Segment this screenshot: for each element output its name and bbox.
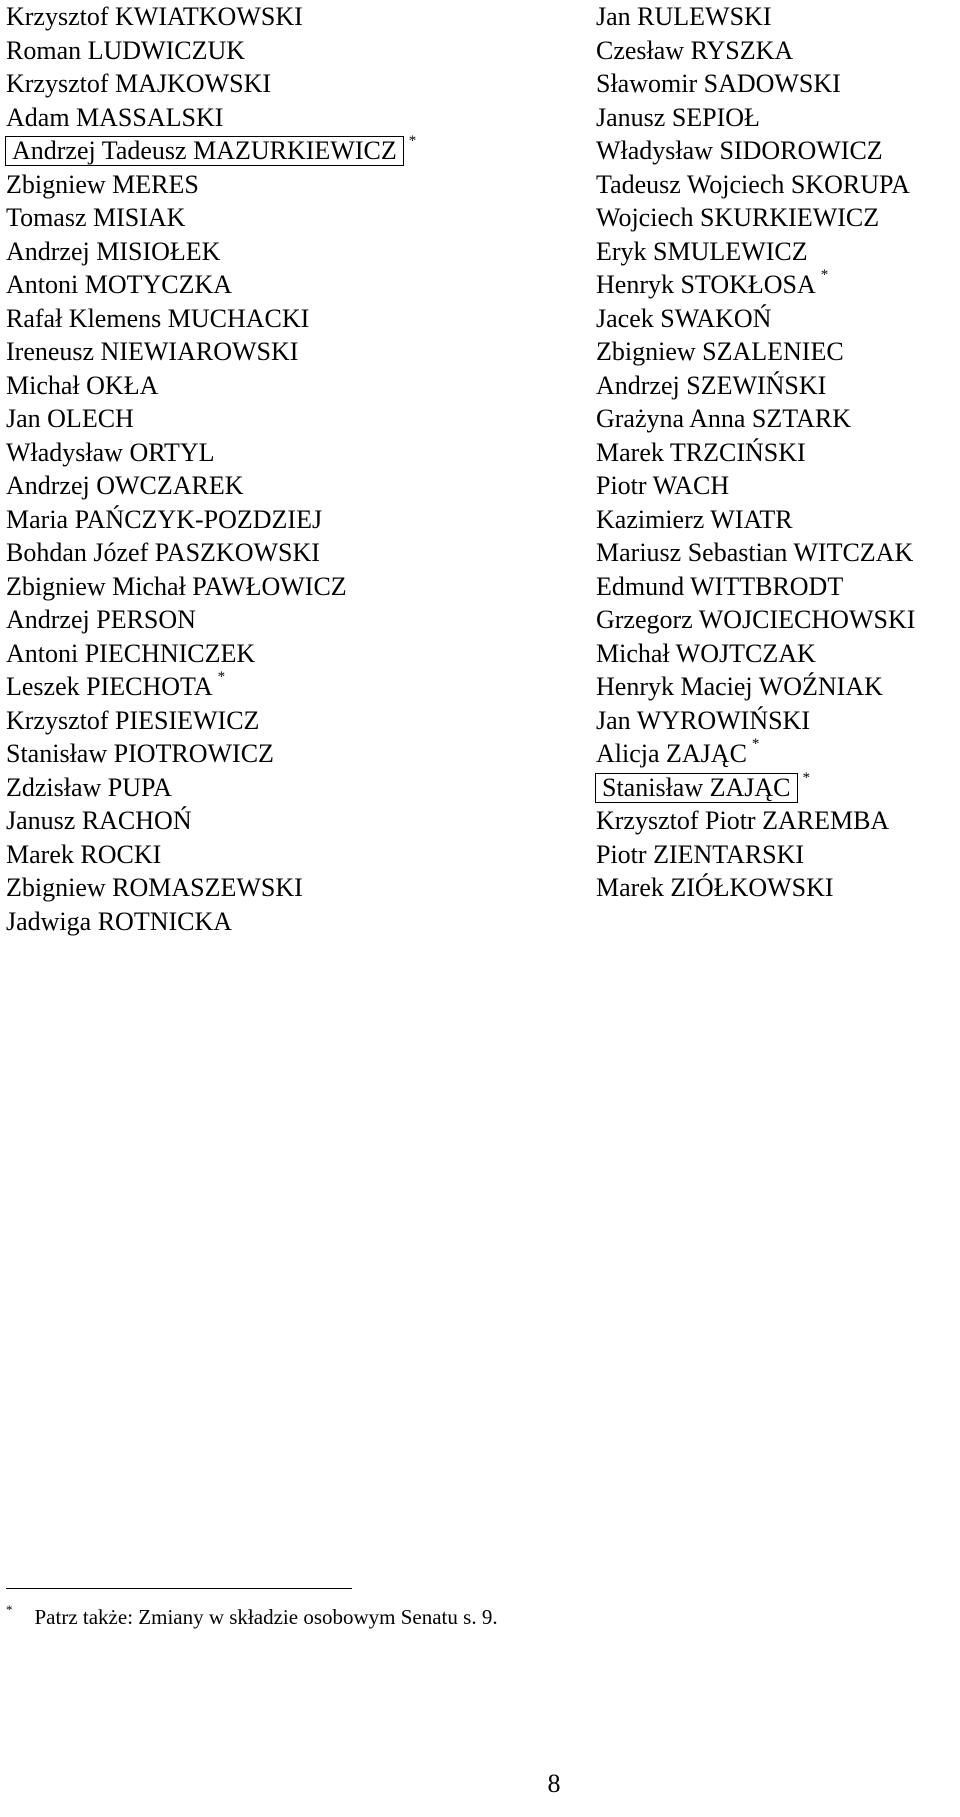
footnote-reference-marker: *	[751, 736, 760, 752]
senator-name: Adam MASSALSKI	[6, 102, 224, 132]
senator-name: Roman LUDWICZUK	[6, 35, 246, 65]
footnote-reference-marker: *	[408, 133, 417, 149]
senator-list-item	[596, 536, 915, 570]
senator-name: Antoni MOTYCZKA	[6, 270, 233, 299]
senator-list-item	[6, 335, 416, 369]
senator-name: Sławomir SADOWSKI	[596, 69, 841, 98]
senator-list-item	[6, 235, 416, 269]
senator-name: Zbigniew SZALENIEC	[596, 337, 844, 366]
footnote-reference-marker: *	[820, 267, 829, 283]
senator-list-item	[6, 201, 416, 235]
senator-list-item	[596, 34, 915, 68]
senator-list-item	[6, 804, 416, 838]
senator-name: Jan WYROWIŃSKI	[596, 705, 810, 735]
senator-list-item	[596, 67, 915, 101]
senator-name: Grzegorz WOJCIECHOWSKI	[596, 605, 916, 634]
senator-name: Zbigniew ROMASZEWSKI	[6, 873, 303, 902]
senator-list-item	[6, 134, 416, 168]
senator-name: Alicja ZAJĄC	[596, 739, 747, 768]
senator-name: Bohdan Józef PASZKOWSKI	[6, 538, 320, 567]
senator-list-item	[6, 436, 416, 470]
senator-list-item	[6, 838, 416, 872]
senator-list-item	[6, 704, 416, 738]
senator-list-item	[6, 67, 416, 101]
senator-name: Stanisław ZAJĄC	[595, 773, 798, 803]
senator-list-item	[596, 0, 915, 34]
senator-name: Ireneusz NIEWIAROWSKI	[6, 337, 299, 366]
senator-list-item	[6, 101, 416, 135]
senator-list-item	[596, 235, 915, 269]
senator-name: Krzysztof PIESIEWICZ	[6, 705, 260, 735]
senator-name: Marek TRZCIŃSKI	[596, 437, 806, 467]
senator-name: Tomasz MISIAK	[6, 203, 186, 232]
senator-name: Zdzisław PUPA	[6, 772, 172, 802]
senator-name: Michał WOJTCZAK	[596, 638, 816, 668]
senator-name: Leszek PIECHOTA	[6, 672, 213, 701]
senator-name: Zbigniew Michał PAWŁOWICZ	[6, 571, 347, 601]
senator-name: Jan OLECH	[6, 404, 134, 433]
senator-list-item	[596, 469, 915, 503]
senator-list-item	[596, 804, 915, 838]
senator-list-item	[596, 704, 915, 738]
senator-list-left-column	[6, 0, 416, 938]
senator-name: Antoni PIECHNICZEK	[6, 638, 256, 668]
senator-name: Tadeusz Wojciech SKORUPA	[596, 169, 910, 199]
senator-list-item	[6, 469, 416, 503]
senator-name: Henryk Maciej WOŹNIAK	[596, 672, 883, 701]
senator-list-item	[596, 402, 915, 436]
senator-list-item	[596, 838, 915, 872]
senator-list-item	[596, 436, 915, 470]
senator-list-item	[6, 637, 416, 671]
senator-name: Wojciech SKURKIEWICZ	[596, 203, 880, 232]
senator-name: Eryk SMULEWICZ	[596, 236, 808, 266]
senator-list-item	[596, 871, 915, 905]
senator-list-item	[6, 0, 416, 34]
senator-list-item	[6, 369, 416, 403]
senator-name: Władysław ORTYL	[6, 437, 215, 467]
senator-list-item	[596, 134, 915, 168]
senator-name: Jan RULEWSKI	[596, 2, 772, 31]
senator-name: Janusz SEPIOŁ	[596, 102, 760, 132]
footnote	[6, 1603, 498, 1631]
footnote-text: Patrz także: Zmiany w składzie osobowym Senatu s. 9.	[34, 1605, 498, 1629]
senator-list-item	[6, 771, 416, 805]
senator-name: Krzysztof MAJKOWSKI	[6, 69, 272, 98]
senator-name: Andrzej Tadeusz MAZURKIEWICZ	[5, 136, 404, 166]
senator-name: Janusz RACHOŃ	[6, 806, 192, 835]
footnote-marker: *	[6, 1602, 13, 1617]
senator-name: Stanisław PIOTROWICZ	[6, 739, 274, 768]
senator-name: Kazimierz WIATR	[596, 504, 793, 534]
senator-name: Jacek SWAKOŃ	[596, 303, 772, 333]
senator-list-item	[6, 168, 416, 202]
senator-name: Andrzej PERSON	[6, 605, 196, 634]
senator-list-item	[596, 737, 915, 771]
footnote-reference-marker: *	[802, 769, 810, 786]
senator-list-item	[596, 201, 915, 235]
senator-list-item	[6, 302, 416, 336]
senator-name: Krzysztof Piotr ZAREMBA	[596, 806, 890, 835]
senator-list-item	[596, 335, 915, 369]
senator-list-item	[596, 302, 915, 336]
senator-name: Rafał Klemens MUCHACKI	[6, 303, 310, 333]
senator-name: Władysław SIDOROWICZ	[596, 136, 883, 165]
senator-list-item	[596, 670, 915, 704]
senator-list-item	[6, 34, 416, 68]
senator-list-item	[6, 737, 416, 771]
senator-name: Krzysztof KWIATKOWSKI	[6, 2, 303, 31]
senator-name: Andrzej OWCZAREK	[6, 471, 244, 500]
senator-name: Mariusz Sebastian WITCZAK	[596, 538, 914, 567]
senator-name: Czesław RYSZKA	[596, 35, 794, 65]
footnote-reference-marker: *	[217, 669, 226, 685]
senator-name: Marek ZIÓŁKOWSKI	[596, 873, 834, 902]
page-number: 8	[547, 1769, 561, 1798]
senator-list-item	[6, 503, 416, 537]
senator-list-item	[6, 905, 416, 939]
senator-name: Grażyna Anna SZTARK	[596, 404, 851, 433]
senator-name: Piotr ZIENTARSKI	[596, 839, 805, 869]
senator-list-item	[6, 871, 416, 905]
senator-name: Andrzej SZEWIŃSKI	[596, 370, 827, 400]
senator-list-item	[6, 402, 416, 436]
senator-list-item	[6, 536, 416, 570]
senator-list-item	[596, 268, 915, 302]
senator-name: Michał OKŁA	[6, 370, 159, 400]
senator-name: Andrzej MISIOŁEK	[6, 236, 221, 266]
senator-list-right-column	[596, 0, 915, 905]
senator-name: Marek ROCKI	[6, 839, 162, 869]
senator-list-item	[596, 503, 915, 537]
footnote-separator-line	[6, 1588, 352, 1589]
senator-list-item	[596, 101, 915, 135]
senator-name: Zbigniew MERES	[6, 169, 199, 199]
senator-list-item	[596, 637, 915, 671]
senator-list-item	[596, 603, 915, 637]
senator-name: Henryk STOKŁOSA	[596, 270, 816, 299]
senator-list-item	[6, 570, 416, 604]
senator-list-item	[6, 670, 416, 704]
senator-name: Piotr WACH	[596, 471, 730, 500]
senator-name: Edmund WITTBRODT	[596, 571, 844, 601]
senator-name: Jadwiga ROTNICKA	[6, 906, 233, 936]
senator-list-item	[596, 570, 915, 604]
senator-list-item	[596, 771, 915, 805]
senator-list-item	[6, 268, 416, 302]
senator-list-item	[6, 603, 416, 637]
senator-name: Maria PAŃCZYK-POZDZIEJ	[6, 504, 323, 534]
senator-list-item	[596, 168, 915, 202]
senator-list-item	[596, 369, 915, 403]
